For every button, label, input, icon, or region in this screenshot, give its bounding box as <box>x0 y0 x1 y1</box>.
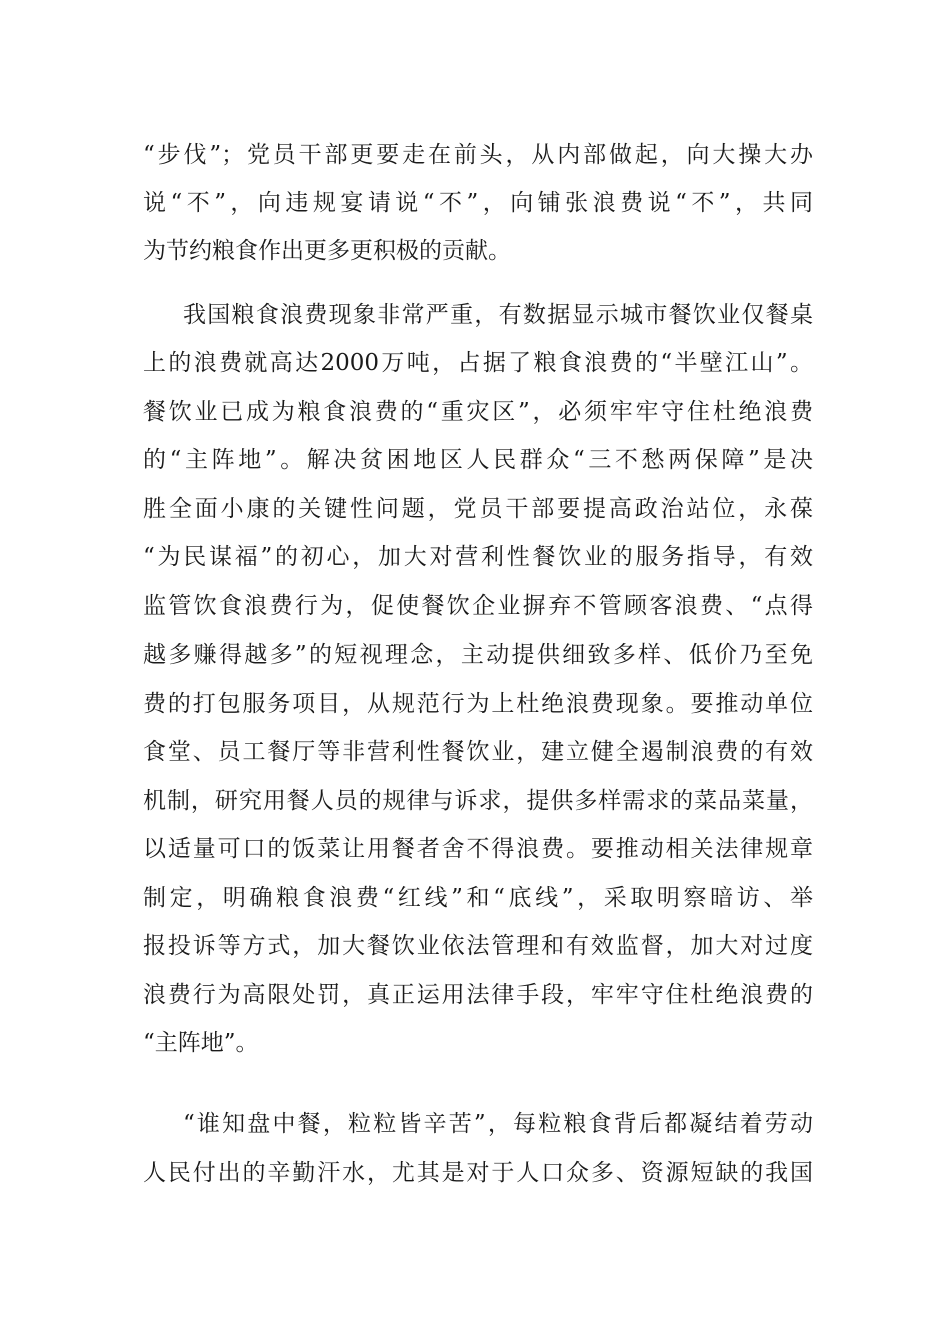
text-line: 餐饮业已成为粮食浪费的“重灾区”，必须牢牢守住杜绝浪费 <box>143 399 813 425</box>
text-line: 监管饮食浪费行为，促使餐饮企业摒弃不管顾客浪费、“点得 <box>143 593 813 619</box>
text-line: 以适量可口的饭菜让用餐者舍不得浪费。要推动相关法律规章 <box>143 836 813 862</box>
text-line: “为民谋福”的初心，加大对营利性餐饮业的服务指导，有效 <box>143 544 813 570</box>
text-line: “谁知盘中餐，粒粒皆辛苦”，每粒粮食背后都凝结着劳动 <box>183 1111 813 1137</box>
text-line: 人民付出的辛勤汗水，尤其是对于人口众多、资源短缺的我国 <box>143 1160 813 1186</box>
text-line: 费的打包服务项目，从规范行为上杜绝浪费现象。要推动单位 <box>143 691 813 717</box>
text-line: 制定，明确粮食浪费“红线”和“底线”，采取明察暗访、举 <box>143 885 813 911</box>
text-line: 为节约粮食作出更多更积极的贡献。 <box>143 238 511 264</box>
text-line: 食堂、员工餐厅等非营利性餐饮业，建立健全遏制浪费的有效 <box>143 739 813 765</box>
text-line: 胜全面小康的关键性问题，党员干部要提高政治站位，永葆 <box>143 496 813 522</box>
text-line: 越多赚得越多”的短视理念，主动提供细致多样、低价乃至免 <box>143 642 813 668</box>
text-line: “步伐”；党员干部更要走在前头，从内部做起，向大操大办 <box>143 142 813 168</box>
text-line: 我国粮食浪费现象非常严重，有数据显示城市餐饮业仅餐桌 <box>183 302 813 328</box>
text-line: “主阵地”。 <box>143 1030 259 1056</box>
text-line: 的“主阵地”。解决贫困地区人民群众“三不愁两保障”是决 <box>143 447 813 473</box>
text-line: 机制，研究用餐人员的规律与诉求，提供多样需求的菜品菜量， <box>143 788 813 814</box>
text-line: 报投诉等方式，加大餐饮业依法管理和有效监督，加大对过度 <box>143 933 813 959</box>
text-line: 说“不”，向违规宴请说“不”，向铺张浪费说“不”，共同 <box>143 190 813 216</box>
text-line: 浪费行为高限处罚，真正运用法律手段，牢牢守住杜绝浪费的 <box>143 982 813 1008</box>
text-line: 上的浪费就高达2000万吨，占据了粮食浪费的“半壁江山”。 <box>143 350 813 376</box>
